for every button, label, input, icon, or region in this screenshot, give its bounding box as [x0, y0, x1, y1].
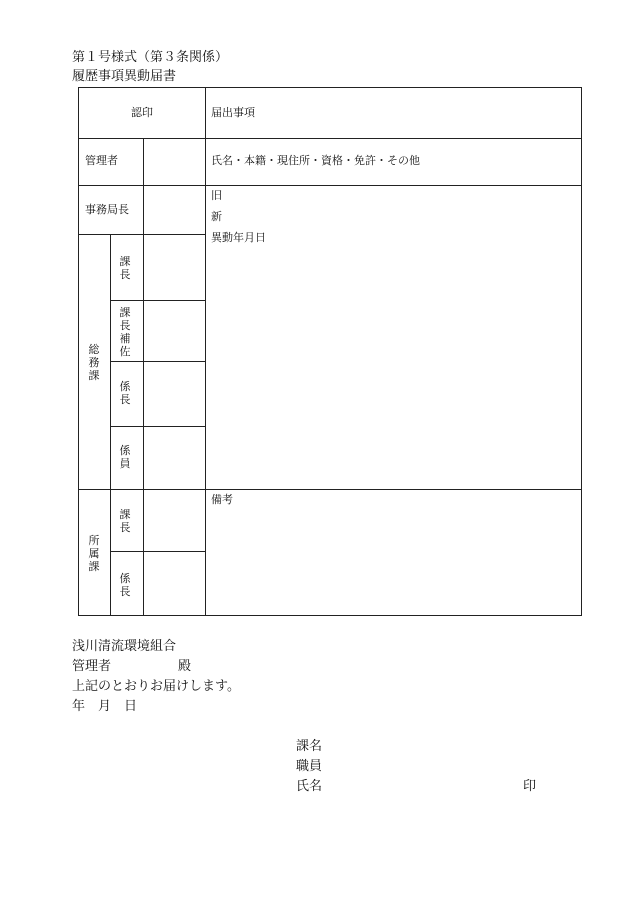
row-divider — [110, 551, 205, 552]
row-divider — [79, 234, 205, 235]
row-divider — [110, 300, 205, 301]
row-divider — [79, 138, 581, 139]
column-divider — [143, 138, 144, 615]
seal-label: 認印 — [131, 106, 153, 119]
seal-mark: 印 — [523, 779, 537, 794]
form-number: 第１号様式（第３条関係） — [72, 50, 229, 65]
somu-row-label: 課長 — [119, 255, 131, 281]
shozoku-group-label: 所属課 — [88, 534, 100, 573]
shozoku-row-label: 課長 — [119, 508, 131, 534]
new-label: 新 — [211, 210, 222, 223]
row-divider — [110, 361, 205, 362]
name-label: 氏名 — [296, 779, 323, 794]
somu-row-label: 係員 — [119, 444, 131, 470]
notification-form-table — [78, 87, 582, 616]
dept-label: 課名 — [296, 739, 323, 754]
somu-group-label: 総務課 — [88, 343, 100, 382]
column-divider — [110, 234, 111, 615]
somu-row-label: 係長 — [119, 380, 131, 406]
column-divider — [205, 88, 206, 615]
document-title: 履歴事項異動届書 — [72, 69, 177, 84]
change-date-label: 異動年月日 — [211, 231, 266, 244]
notice-label: 届出事項 — [211, 106, 255, 119]
somu-row-label: 課長補佐 — [119, 306, 131, 358]
remarks-label: 備考 — [211, 493, 233, 506]
kanrisha-label: 管理者 — [85, 154, 118, 167]
addressee: 管理者 — [72, 659, 112, 674]
jimukyokucho-label: 事務局長 — [85, 203, 129, 216]
row-divider — [79, 489, 581, 490]
row-divider — [110, 426, 205, 427]
shozoku-row-label: 係長 — [119, 572, 131, 598]
staff-label: 職員 — [296, 759, 323, 774]
row-divider — [79, 185, 581, 186]
statement: 上記のとおりお届けします。 — [72, 679, 240, 694]
organization-name: 浅川清流環境組合 — [72, 639, 177, 654]
notice-items: 氏名・本籍・現住所・資格・免許・その他 — [211, 154, 420, 167]
date-line: 年 月 日 — [72, 699, 138, 714]
old-label: 旧 — [211, 189, 222, 202]
honorific: 殿 — [178, 659, 192, 674]
